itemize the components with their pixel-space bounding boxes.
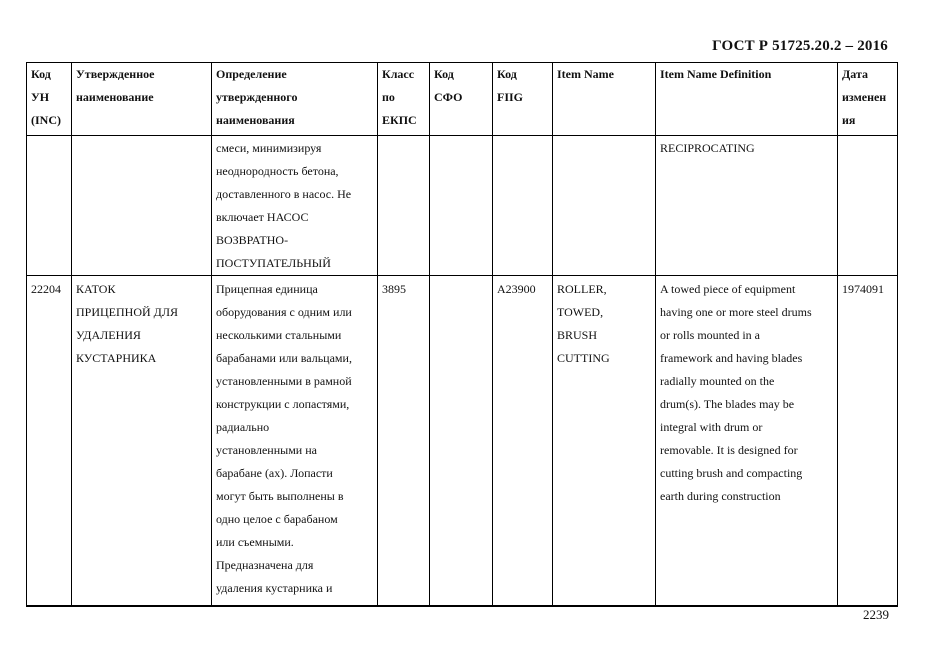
cell-date: 1974091 [838,276,898,606]
cell-approved-name: КАТОК ПРИЦЕПНОЙ ДЛЯ УДАЛЕНИЯ КУСТАРНИКА [72,276,212,606]
cell-sfo [430,276,493,606]
cell-inc: 22204 [27,276,72,606]
header-item-name-definition: Item Name Definition [656,63,838,136]
header-definition: Определение утвержденного наименования [212,63,378,136]
cell-definition: смеси, минимизируя неоднородность бетона, доставленного в насос. Не включает НАСОС ВОЗВРАТНО- ПОСТУПАТЕЛЬНЫЙ [212,136,378,276]
cell-fiig: A23900 [493,276,553,606]
catalog-table [26,62,898,607]
cell-item-name: ROLLER, TOWED, BRUSH CUTTING [553,276,656,606]
header-sfo: Код СФО [430,63,493,136]
header-date: Дата изменен ия [838,63,898,136]
page-number: 2239 [863,607,889,622]
cell-date [838,136,898,276]
table-row [27,276,898,606]
cell-sfo [430,136,493,276]
header-approved-name: Утвержденное наименование [72,63,212,136]
header-item-name: Item Name [553,63,656,136]
cell-item-name [553,136,656,276]
table-header-row [27,63,898,136]
cell-item-name-definition: RECIPROCATING [656,136,838,276]
cell-fiig [493,136,553,276]
header-fiig: Код FIIG [493,63,553,136]
cell-definition: Прицепная единица оборудования с одним или несколькими стальными барабанами или вальцами, установленными в рамной конструкции с лопастями, радиально установленными на барабане (ах). Лопасти могут быть выполнены в одно целое с барабаном или съемными. Предназначена для удаления кустарника и [212,276,378,606]
cell-class [378,136,430,276]
header-inc: Код УН (INC) [27,63,72,136]
cell-inc [27,136,72,276]
header-class: Класс по ЕКПС [378,63,430,136]
cell-approved-name [72,136,212,276]
table-row [27,136,898,276]
cell-class: 3895 [378,276,430,606]
document-title: ГОСТ Р 51725.20.2 – 2016 [712,38,888,54]
cell-item-name-definition: A towed piece of equipment having one or more steel drums or rolls mounted in a framework and having blades radially mounted on the drum(s). The blades may be integral with drum or removable. It is designed for cutting brush and compacting earth during construction [656,276,838,606]
